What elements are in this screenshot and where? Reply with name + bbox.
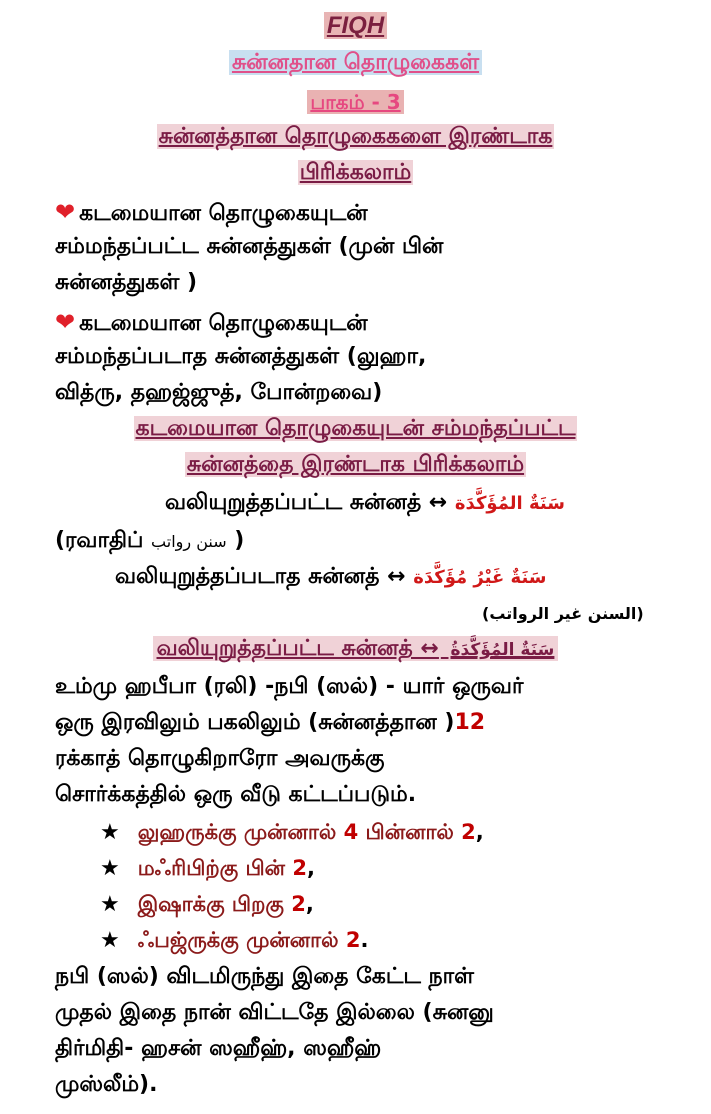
- closing-line4: முஸ்லீம்).: [55, 1072, 158, 1097]
- item2-line2: சம்மந்தப்படாத சுன்னத்துகள் (லுஹா,: [55, 344, 427, 369]
- page-title: FIQH: [324, 12, 387, 39]
- star-icon: ★: [100, 892, 120, 917]
- rakat-count: 12: [454, 710, 486, 735]
- closing-line3: திர்மிதி- ஹசன் ஸஹீஹ், ஸஹீஹ்: [55, 1036, 382, 1061]
- hadith-line1: உம்மு ஹபீபா (ரலி) -நபி (ஸல்) - யார் ஒருவர்: [55, 674, 524, 699]
- arabic-term: سَنَةٌ غَيْرُ مُؤَكَّدَة: [413, 567, 547, 588]
- star-icon: ★: [100, 928, 120, 953]
- title-row: [0, 12, 711, 40]
- type2-line: வலியுறுத்தப்படாத சுன்னத் ↔ سَنَةٌ غَيْرُ مُؤَكَّدَة: [115, 564, 547, 589]
- hadith-line3: ரக்காத் தொழுகிறாரோ அவருக்கு: [55, 746, 385, 771]
- item1-line2: சம்மந்தப்பட்ட சுன்னத்துகள் (முன் பின்: [55, 234, 444, 259]
- heart-icon: ❤: [55, 308, 76, 336]
- star-icon: ★: [100, 856, 120, 881]
- heading2-line1: கடமையான தொழுகையுடன் சம்மந்தப்பட்ட: [135, 416, 576, 441]
- heading1-line2: பிரிக்கலாம்: [299, 160, 412, 185]
- list-item: ★ இஷாக்கு பிறகு 2,: [100, 892, 314, 917]
- heading1-line1: சுன்னத்தான தொழுகைகளை இரண்டாக: [158, 124, 553, 149]
- closing-line2: முதல் இதை நான் விட்டதே இல்லை (சுனனு: [55, 1000, 494, 1025]
- type2-note: (السنن غير الرواتب): [482, 604, 644, 623]
- list-item: ★ ஃபஜ்ருக்கு முன்னால் 2.: [100, 928, 369, 953]
- hadith-line2: ஒரு இரவிலும் பகலிலும் (சுன்னத்தான )12: [55, 710, 486, 735]
- arabic-term: سَنَةٌ المُؤَكَّدَة: [454, 493, 565, 514]
- hadith-line4: சொர்க்கத்தில் ஒரு வீடு கட்டப்படும்.: [55, 782, 417, 807]
- type1-note: (ரவாதிப் سنن رواتب ): [55, 528, 245, 553]
- list-item: ★ லுஹருக்கு முன்னால் 4 பின்னால் 2,: [100, 820, 484, 845]
- heading3: வலியுறுத்தப்பட்ட சுன்னத் ↔ سَنَةٌ المُؤَكَّدَةُ: [0, 636, 711, 664]
- list-item: ★ மஃரிபிற்கு பின் 2,: [100, 856, 315, 881]
- page-subtitle: சுன்னதான தொழுகைகள்: [229, 50, 482, 75]
- type1-line: வலியுறுத்தப்பட்ட சுன்னத் ↔ سَنَةٌ المُؤَكَّدَة: [165, 490, 565, 515]
- star-icon: ★: [100, 820, 120, 845]
- item2-line1: ❤ கடமையான தொழுகையுடன்: [55, 308, 368, 336]
- subtitle-row: [0, 50, 711, 78]
- part-label: பாகம் - 3: [307, 90, 403, 114]
- heading2-line2: சுன்னத்தை இரண்டாக பிரிக்கலாம்: [186, 452, 525, 477]
- item1-line3: சுன்னத்துகள் ): [55, 270, 198, 295]
- heart-icon: ❤: [55, 198, 76, 226]
- part-row: [0, 90, 711, 117]
- closing-line1: நபி (ஸல்) விடமிருந்து இதை கேட்ட நாள்: [55, 964, 474, 989]
- item2-line3: வித்ரு, தஹஜ்ஜுத், போன்றவை): [55, 380, 383, 405]
- item1-line1: ❤ கடமையான தொழுகையுடன்: [55, 198, 368, 226]
